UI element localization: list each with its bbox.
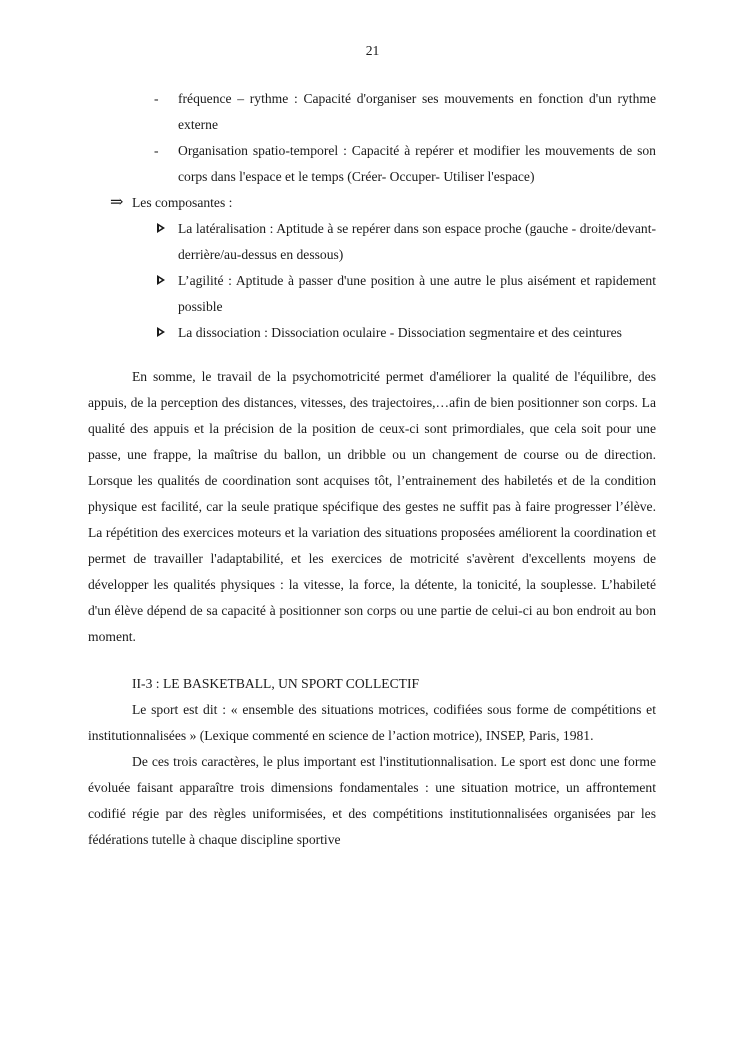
page-number: 21 [365, 43, 380, 58]
list-item-organisation-spatio-temporel [88, 138, 656, 190]
double-arrow-icon: ⇒ [110, 194, 124, 211]
dash-bullet: - [154, 91, 159, 106]
paragraph-psychomotricite: En somme, le travail de la psychomotricité permet d'améliorer la qualité de l'équilibre, des appuis, de la perception des distances, vitesses, des trajectoires,…afin de bien positionner son corps. La qualité des appuis et la précision de la position de ceux-ci sont primordiales, que cela soit pour une passe, une frappe, la maîtrise du ballon, un dribble ou un changement de course ou de direction. Lorsque les qualités de coordination sont acquises tôt, l’entrainement des habiletés et de la condition physique est facilité, car la seule pratique spécifique des gestes ne suffit pas à faire progresser l’élève. La répétition des exercices moteurs et la variation des situations proposées améliorent la coordination et permet de travailler l'adaptabilité, et les exercices de motricité s'avèrent d'excellents moyens de développer les qualités physiques : la vitesse, la force, la détente, la tonicité, la souplesse. L’habileté d'un élève dépend de sa capacité à positionner son corps ou une partie de celui-ci au bon endroit au bon moment. [88, 369, 656, 644]
spacer [88, 650, 656, 671]
item-label: fréquence – rythme : [178, 91, 298, 106]
composantes-heading [88, 190, 656, 216]
item-label: L’agilité : [178, 273, 232, 288]
item-text: Dissociation oculaire - Dissociation segmentaire et des ceintures [267, 325, 622, 340]
item-label: La dissociation : [178, 325, 268, 340]
list-item-lateralisation [88, 216, 656, 268]
list-item-dissociation [88, 320, 656, 346]
section-title: II-3 : LE BASKETBALL, UN SPORT COLLECTIF [132, 676, 420, 691]
list-item-frequence-rythme [88, 86, 656, 138]
arrowhead-bullet-icon [157, 327, 165, 337]
item-text: Aptitude à se repérer dans son espace proche (gauche - droite/devant-derrière/au-dessus en dessous) [178, 221, 656, 262]
paragraph-institutionnalisation: De ces trois caractères, le plus important est l'institutionnalisation. Le sport est donc une forme évoluée faisant apparaître trois dimensions fondamentales : une situation motrice, un affrontement codifié régie par des règles uniformisées, et des compétitions institutionnalisées organisées par les fédérations tutelle à chaque discipline sportive [88, 754, 656, 847]
list-item-agilite [88, 268, 656, 320]
arrowhead-bullet-icon [157, 275, 165, 285]
item-label: La latéralisation : [178, 221, 274, 236]
paragraph-definition-sport: Le sport est dit : « ensemble des situations motrices, codifiées sous forme de compétitions et institutionnalisées » (Lexique commenté en science de l’action motrice), INSEP, Paris, 1981. [88, 702, 656, 743]
item-text: Capacité d'organiser ses mouvements en fonction d'un rythme externe [178, 91, 656, 132]
document-body [88, 86, 656, 853]
arrowhead-bullet-icon [157, 223, 165, 233]
item-text: Aptitude à passer d'une position à une autre le plus aisément et rapidement possible [178, 273, 656, 314]
dash-bullet: - [154, 143, 159, 158]
composantes-heading-text: Les composantes : [132, 195, 233, 210]
item-text: Capacité à repérer et modifier les mouvements de son corps dans l'espace et le temps (Créer- Occuper- Utiliser l'espace) [178, 143, 656, 184]
spacer [88, 346, 656, 364]
item-label: Organisation spatio-temporel : [178, 143, 347, 158]
